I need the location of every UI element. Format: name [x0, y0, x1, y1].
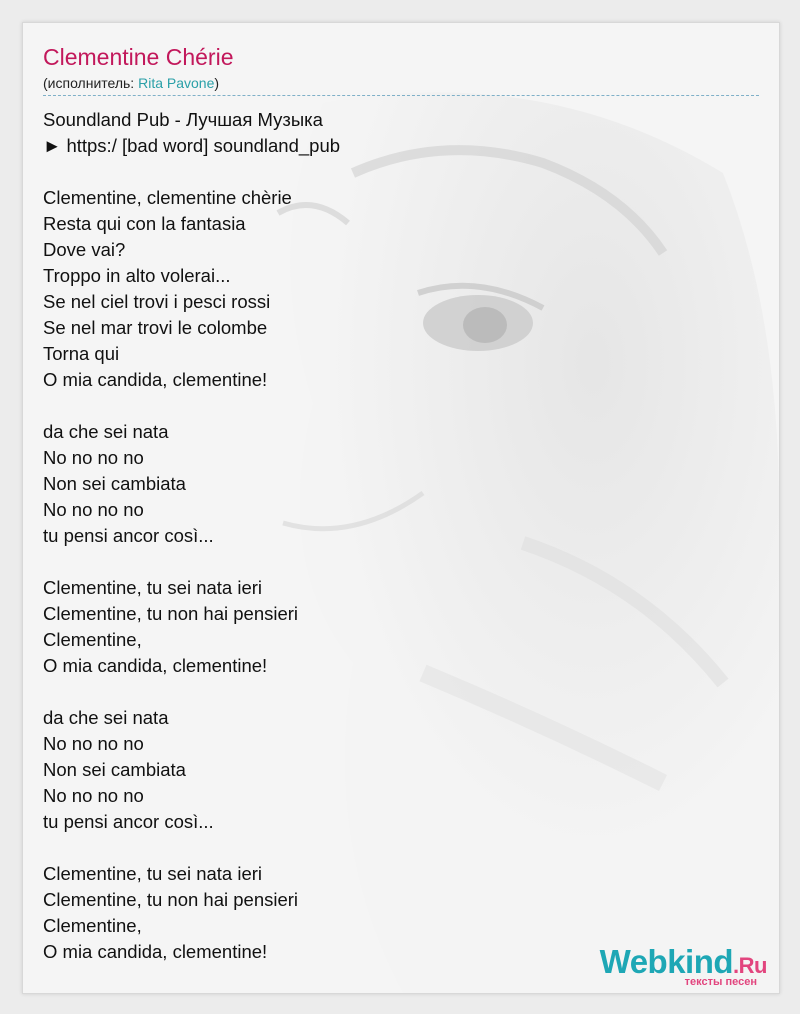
lyric-line: No no no no — [43, 733, 144, 754]
logo-brand: Webkind — [599, 943, 734, 980]
lyric-line: Non sei cambiata — [43, 759, 186, 780]
lyric-line: O mia candida, clementine! — [43, 655, 268, 676]
lyric-line: Clementine, tu non hai pensieri — [43, 889, 299, 910]
webkind-logo[interactable] — [575, 943, 775, 989]
lyric-line: da che sei nata — [43, 707, 169, 728]
stanzas — [43, 159, 759, 965]
stanza-gap — [43, 159, 759, 185]
lyric-line: Se nel mar trovi le colombe — [43, 317, 268, 338]
lyric-line: No no no no — [43, 447, 144, 468]
lyric-line: tu pensi ancor così... — [43, 811, 214, 832]
lyric-line: Clementine, — [43, 915, 142, 936]
lyric-line: da che sei nata — [43, 421, 169, 442]
lyric-line: Clementine, — [43, 629, 142, 650]
lyrics-card — [22, 22, 780, 994]
lyric-line: Torna qui — [43, 343, 120, 364]
artist-prefix: (исполнитель: — [43, 75, 139, 91]
lyric-line: Clementine, clementine chèrie — [43, 187, 292, 208]
lyric-line: Resta qui con la fantasia — [43, 213, 246, 234]
stanza-gap — [43, 835, 759, 861]
lyric-line: Clementine, tu non hai pensieri — [43, 603, 299, 624]
artist-line — [43, 74, 759, 96]
lyric-line: Dove vai? — [43, 239, 126, 260]
song-title: Clementine Chérie — [43, 44, 234, 70]
lyric-line: Clementine, tu sei nata ieri — [43, 577, 263, 598]
lyric-line: Se nel ciel trovi i pesci rossi — [43, 291, 271, 312]
stanza-gap — [43, 549, 759, 575]
artist-suffix: ) — [214, 75, 220, 91]
logo-tagline: тексты песен — [684, 976, 757, 988]
lyric-line: Troppo in alto volerai... — [43, 265, 231, 286]
lyric-line: No no no no — [43, 785, 144, 806]
promo-line: Soundland Pub - Лучшая Музыка — [43, 109, 323, 130]
stanza-gap — [43, 393, 759, 419]
lyrics-content — [43, 43, 759, 965]
logo-tld: .Ru — [733, 953, 767, 978]
lyrics-body — [43, 107, 759, 965]
lyric-line: tu pensi ancor così... — [43, 525, 214, 546]
lyric-line: O mia candida, clementine! — [43, 369, 268, 390]
lyric-line: No no no no — [43, 499, 144, 520]
lyric-line: O mia candida, clementine! — [43, 941, 268, 962]
artist-link[interactable]: Rita Pavone — [138, 75, 215, 91]
stanza-gap — [43, 679, 759, 705]
promo-link-line: ► https:/ [bad word] soundland_pub — [43, 135, 341, 156]
lyric-line: Clementine, tu sei nata ieri — [43, 863, 263, 884]
lyric-line: Non sei cambiata — [43, 473, 186, 494]
